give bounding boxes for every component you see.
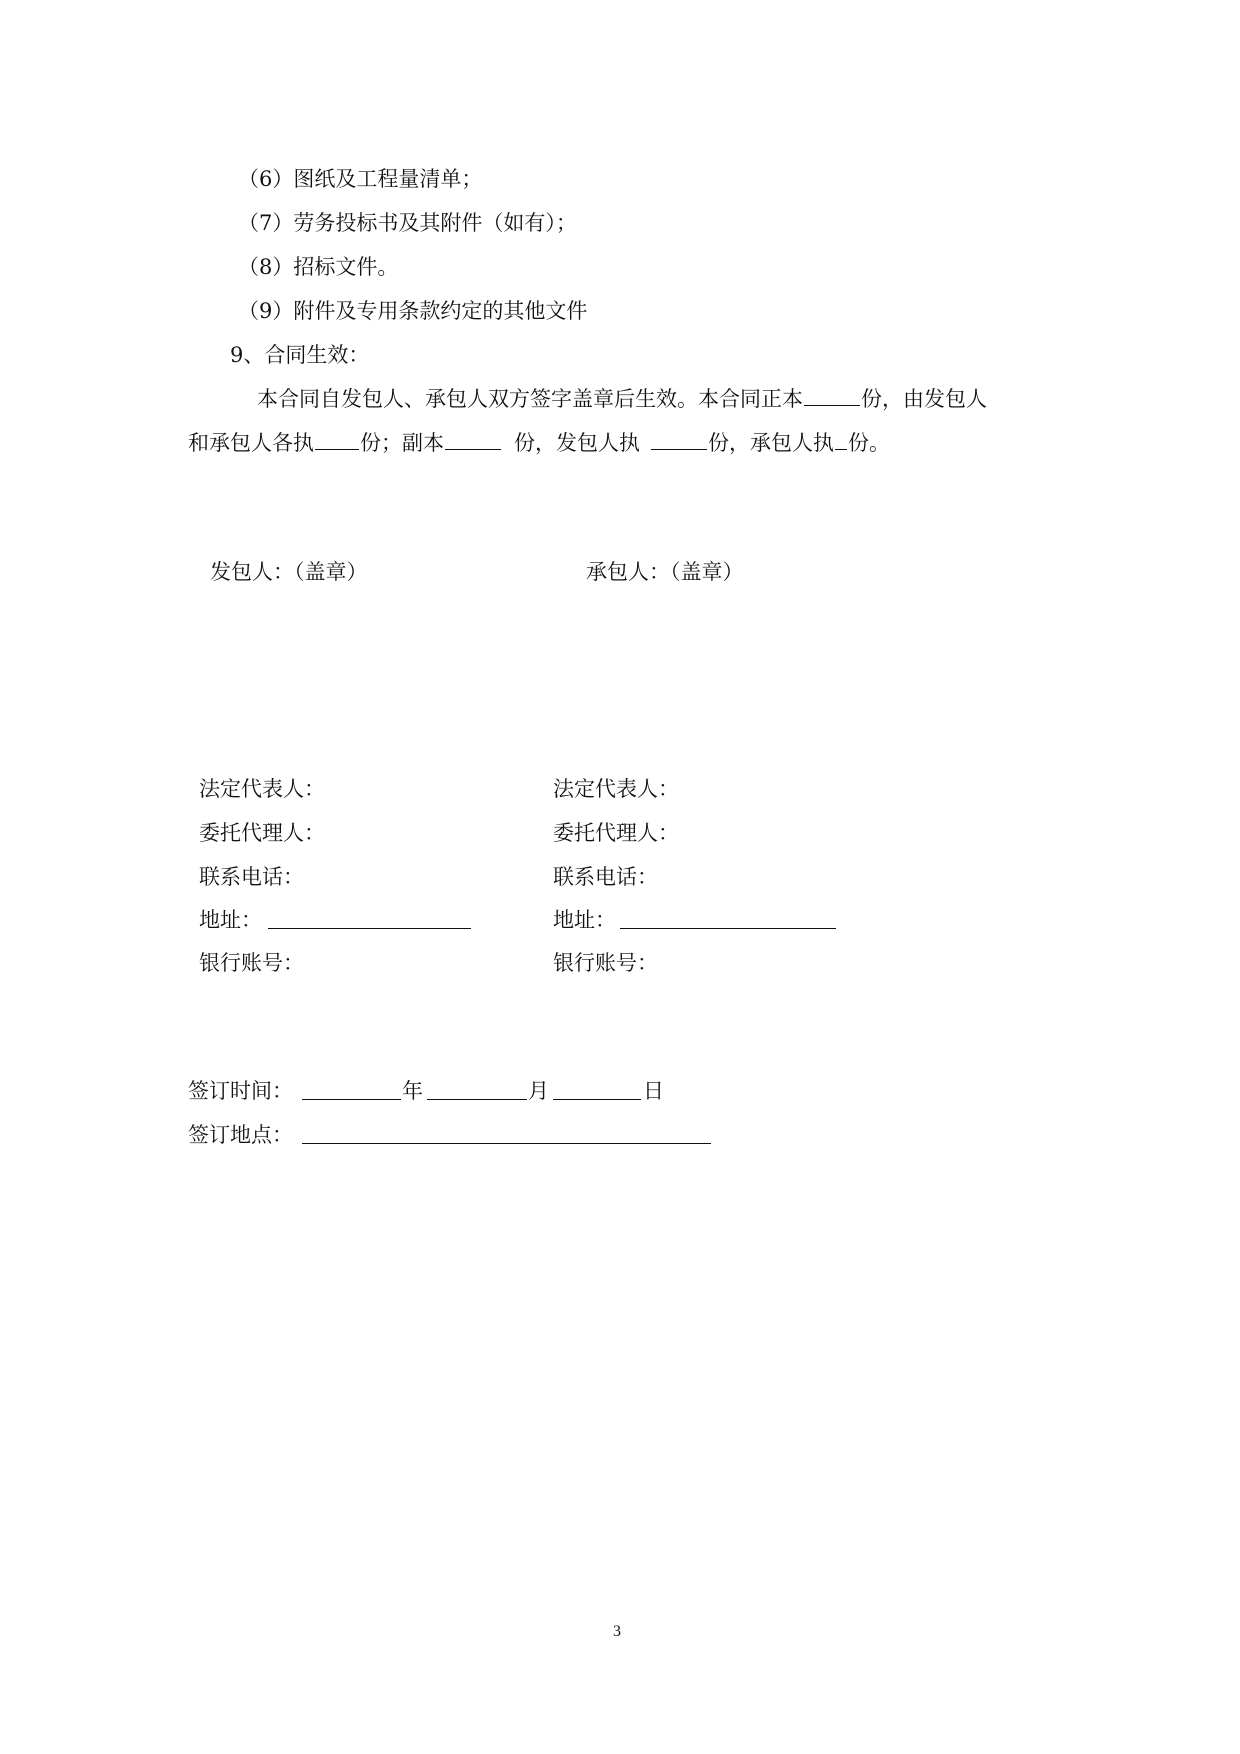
para2-text-b: 份；副本 <box>360 431 444 455</box>
each-party-copies-blank[interactable] <box>315 429 359 450</box>
signing-place-label: 签订地点： <box>188 1123 293 1147</box>
contractor-seal-title: 承包人：（盖章） <box>586 560 744 584</box>
signing-year-unit: 年 <box>402 1079 423 1103</box>
para1-text-b: 份，由发包人 <box>861 387 987 411</box>
contractor-agent-label: 委托代理人： <box>553 821 679 845</box>
employer-address-blank[interactable] <box>268 927 471 929</box>
signing-day-unit: 日 <box>643 1079 664 1103</box>
contractor-address-blank[interactable] <box>620 927 836 929</box>
effect-paragraph-line2 <box>188 429 890 457</box>
page-number: 3 <box>613 1623 621 1640</box>
signing-time-label: 签订时间： <box>188 1079 293 1103</box>
list-item-6: （6）图纸及工程量清单； <box>238 167 483 191</box>
signing-place-blank[interactable] <box>302 1142 711 1144</box>
employer-seal-title: 发包人：（盖章） <box>210 560 368 584</box>
list-item-9: （9）附件及专用条款约定的其他文件 <box>238 299 588 323</box>
employer-legal-rep-label: 法定代表人： <box>199 777 325 801</box>
para2-text-c: 份，发包人执 <box>514 431 640 455</box>
employer-duplicate-blank[interactable] <box>651 429 707 450</box>
signing-month-blank[interactable] <box>427 1098 527 1100</box>
contractor-legal-rep-label: 法定代表人： <box>553 777 679 801</box>
signing-day-blank[interactable] <box>553 1098 641 1100</box>
signing-year-blank[interactable] <box>302 1098 401 1100</box>
effect-paragraph-line1 <box>257 385 987 413</box>
employer-agent-label: 委托代理人： <box>199 821 325 845</box>
para2-text-d: 份，承包人执 <box>708 431 834 455</box>
employer-address-label: 地址： <box>199 908 262 932</box>
employer-phone-label: 联系电话： <box>199 865 304 889</box>
contractor-phone-label: 联系电话： <box>553 865 658 889</box>
contractor-address-label: 地址： <box>553 908 616 932</box>
duplicate-copies-blank[interactable] <box>445 429 501 450</box>
signing-month-unit: 月 <box>528 1079 549 1103</box>
para2-text-a: 和承包人各执 <box>188 431 314 455</box>
para1-text-a: 本合同自发包人、承包人双方签字盖章后生效。本合同正本 <box>257 387 803 411</box>
section-heading: 9、合同生效： <box>230 343 370 367</box>
original-copies-blank[interactable] <box>804 385 860 406</box>
list-item-7: （7）劳务投标书及其附件（如有）； <box>238 211 577 235</box>
employer-bank-label: 银行账号： <box>199 951 304 975</box>
contractor-duplicate-blank[interactable] <box>835 429 847 450</box>
list-item-8: （8）招标文件。 <box>238 255 399 279</box>
contractor-bank-label: 银行账号： <box>553 951 658 975</box>
para2-text-e: 份。 <box>848 431 890 455</box>
